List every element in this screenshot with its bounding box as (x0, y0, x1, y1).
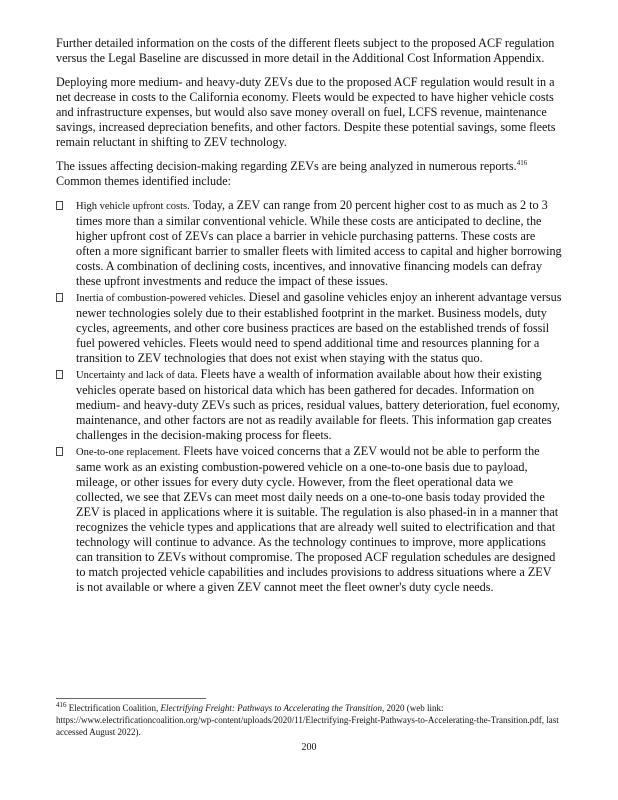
bullet-lead: Uncertainty and lack of data. (76, 370, 198, 381)
footnote-reference[interactable]: 416 (516, 158, 528, 167)
bullet-icon (56, 370, 63, 379)
issues-intro-themes: Common themes identified include: (56, 174, 231, 188)
paragraph-net-decrease: Deploying more medium- and heavy-duty ZEVs due to the proposed ACF regulation would result in a net decrease in costs to the California economy. Fleets would be expected to have higher vehicle costs and infrastructure expenses, but would also save money overall on fuel, LCFS revenue, maintenance savings, increased depreciation benefits, and other factors. Despite these potential savings, some fleets remain reluctant in shifting to ZEV technology. (56, 75, 556, 149)
bullet-icon (56, 201, 63, 210)
list-item-inertia (56, 290, 562, 366)
list-item-upfront-costs (56, 198, 562, 289)
bullet-body: Fleets have voiced concerns that a ZEV would not be able to perform the same work as an existing combustion-powered vehicle on a one-to-one basis due to payload, mileage, or other issues for every duty cycle. However, from the fleet operational data we collected, we see that ZEVs can meet most daily needs on a one-to-one basis today provided the ZEV is placed in applications where it is suitable. The regulation is also phased-in in a manner that recognizes the vehicle types and applications that are already well suited to electrification and that technology will continue to advance. As the technology continues to improve, more applications can transition to ZEVs without compromise. The proposed ACF regulation schedules are designed to match projected vehicle capabilities and includes provisions to address situations where a ZEV is not available or where a given ZEV cannot meet the fleet owner's duty cycle needs. (76, 444, 559, 594)
bullet-icon (56, 447, 63, 456)
document-body (56, 36, 562, 596)
issues-intro-text: The issues affecting decision-making regarding ZEVs are being analyzed in numerous reports. (56, 159, 517, 173)
footnote-source: Electrification Coalition, (68, 703, 159, 713)
bullet-lead: Inertia of combustion-powered vehicles. (76, 293, 246, 304)
footnote-divider (56, 698, 206, 699)
bullet-body: Diesel and gasoline vehicles enjoy an inherent advantage versus newer technologies solely due to their established footprint in the market. Business models, duty cycles, agreements, and other core business practices are based on the established trends of fossil fuel powered vehicles. Fleets would need to spend additional time and resources planning for a transition to ZEV technologies that does not exist when staying with the status quo. (76, 290, 562, 365)
bullet-body: Today, a ZEV can range from 20 percent higher cost to as much as 2 to 3 times more than a similar conventional vehicle. While these costs are anticipated to decline, the higher upfront cost of ZEVs can place a barrier in vehicle purchasing patterns. These costs are often a more significant barrier to smaller fleets with limited access to capital and higher borrowing costs. A combination of declining costs, incentives, and innovative financing models can defray these upfront investments and reduce the impact of these issues. (76, 198, 562, 288)
paragraph-issues-intro (56, 159, 562, 189)
page-number: 200 (301, 742, 317, 753)
footnote-link-text[interactable]: , 2020 (web link: https://www.electrificationcoalition.org/wp-content/uploads/2020/11/Electrifying-Freight-Pathways-to-Accelerating-the-Transition.pdf, last accessed August 2022). (56, 703, 559, 737)
list-item-uncertainty (56, 367, 562, 443)
bullet-icon (56, 293, 63, 302)
footnote-number: 416 (56, 701, 67, 709)
list-item-replacement (56, 444, 562, 595)
bullet-lead: One-to-one replacement. (76, 447, 181, 458)
footnote-title: Electrifying Freight: Pathways to Accelerating the Transition (160, 703, 382, 713)
paragraph-cost-appendix: Further detailed information on the costs of the different fleets subject to the proposed ACF regulation versus the Legal Baseline are discussed in more detail in the Additional Cost Information Appendix. (56, 36, 555, 65)
footnote (56, 702, 562, 738)
bullet-lead: High vehicle upfront costs. (76, 201, 190, 212)
themes-list (56, 198, 562, 595)
bullet-body: Fleets have a wealth of information available about how their existing vehicles operate based on historical data which has been gathered for decades. Information on medium- and heavy-duty ZEVs such as prices, residual values, battery deterioration, fuel economy, maintenance, and other factors are not as readily available for fleets. This information gap creates challenges in the decision-making process for fleets. (76, 367, 560, 442)
